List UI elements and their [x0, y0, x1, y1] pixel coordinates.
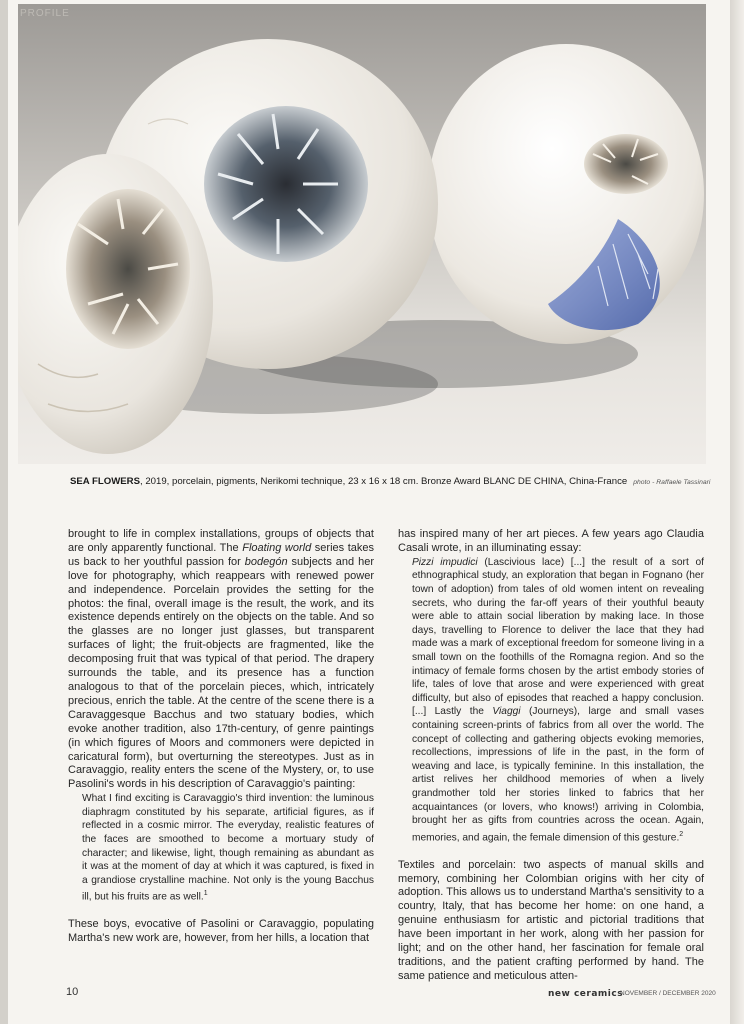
section-tag: PROFILE: [20, 8, 70, 19]
paragraph: Textiles and porcelain: two aspects of manual skills and memory, combining her Colombian origins with her city of adoption. This allows us to understand Martha's sensitivity to a country, Italy, that has become her home: on one hand, a genuine enthusiasm for artistic and pictorial traditions that have been important in her work, along with her passion for light; and on the other hand, her fascination for female oral traditions, and the patient crafting performed by hand. The same patience and meticulous atten-: [398, 858, 704, 982]
footnote-ref: 2: [679, 830, 684, 838]
work-title: Pizzi impudici: [412, 556, 478, 568]
page-number: 10: [66, 986, 79, 998]
text-run: series takes us back to her youthful passion for: [68, 541, 374, 568]
quote-text: (Lascivious lace) [...] the result of a sort of ethnographical study, an exploration that began in Fognano (her town of adoption) from tales of old women intent on revealing secrets, who during the far-off years of their youthful beauty were able to attain social liberation by making lace. In those days, travelling to Florence to deliver the lace that they had made was a mark of exceptional freedom for someone living in a small town on the foothills of the Romagna region. And so the intimacy of female forms chosen by the artist embody stories of life, tales of love that arose and were experienced with great difficulty, but also of episodes that reached a happy conclusion. [...] Lastly the: [412, 556, 704, 718]
page-left-edge: [0, 0, 8, 1024]
page-spine: [730, 0, 744, 1024]
term-italic: bodegón: [244, 555, 288, 568]
text-run: brought to life in complex installations, groups of objects that are only apparently functional. The: [68, 528, 374, 554]
text-run: subjects and her love for photography, which reappears with renewed power and independence. Porcelain provides the setting for the photos: the final, overall image is the result, the work, and its existence depends entirely on the objects on the table. And so the glasses are no longer just glasses, but transparent surfaces of light; the fruit-objects are fragmented, like the decomposing fruit that was typical of that period. The drapery surrounds the table, and its presence has a function analogous to that of the porcelain pieces, which, intricately precious, enrich the table. At the centre of the scene there is a Caravaggesque Bacchus and two statuary bodies, which evoke another tradition, also 17th-century, of genre paintings (in which figures of Moors and commoners were depicted in caricatural form), but overturning the stereotypes. Just as in Caravaggio, reality enters the scene of the Mystery, or, to use Pasolini's words in his description of Caravaggio's painting:: [68, 555, 374, 791]
footnote-ref: 1: [203, 890, 208, 898]
porcelain-vessels-image: [18, 4, 706, 464]
magazine-name: new ceramics: [548, 989, 624, 999]
block-quote: [82, 792, 374, 904]
work-title: Viaggi: [492, 706, 521, 718]
paragraph: [68, 528, 374, 792]
sculpture-photo: [18, 4, 706, 464]
quote-text: (Journeys), large and small vases containing screen-prints of fabrics from all over the world. The concept of collecting and gathering objects evoking memories, recollections, impressions of life in the past, in the form of weaving and lace, is typically feminine. In this installation, the artist relives her childhood memories of when a lively grandmother told her stories linked to fabrics that her acquaintances (or lovers, who knows!) arriving in Colombia, brought her as gifts from countries across the ocean. Again, memories, and again, the female dimension of this gesture.: [412, 706, 704, 844]
left-column: [68, 528, 374, 946]
figure-details: , 2019, porcelain, pigments, Nerikomi technique, 23 x 16 x 18 cm. Bronze Award BLANC DE CHINA, China-France: [140, 476, 628, 487]
photo-credit: photo - Raffaele Tassinari: [633, 479, 711, 486]
vessel-right: [428, 44, 704, 344]
block-quote: [412, 556, 704, 845]
issue-date: NOVEMBER / DECEMBER 2020: [620, 990, 716, 997]
figure-caption: [70, 476, 710, 487]
figure-title: SEA FLOWERS: [70, 476, 140, 487]
right-column: [398, 528, 704, 984]
paragraph: has inspired many of her art pieces. A few years ago Claudia Casali wrote, in an illuminating essay:: [398, 528, 704, 554]
paragraph: These boys, evocative of Pasolini or Caravaggio, populating Martha's new work are, however, from her hills, a location that: [68, 918, 374, 945]
series-title: Floating world: [242, 541, 312, 554]
quote-text: What I find exciting is Caravaggio's third invention: the luminous diaphragm constituted by his separate, artificial figures, as if reflected in a cosmic mirror. The everyday, realistic features of the faces are smoothed to become a mortuary study of character; and likewise, light, though remaining as abundant as it was at the moment of day at which it was captured, is fixed in a grandiose crystalline machine. Not only is the young Bacchus ill, but his fruits are as well.: [82, 793, 374, 903]
